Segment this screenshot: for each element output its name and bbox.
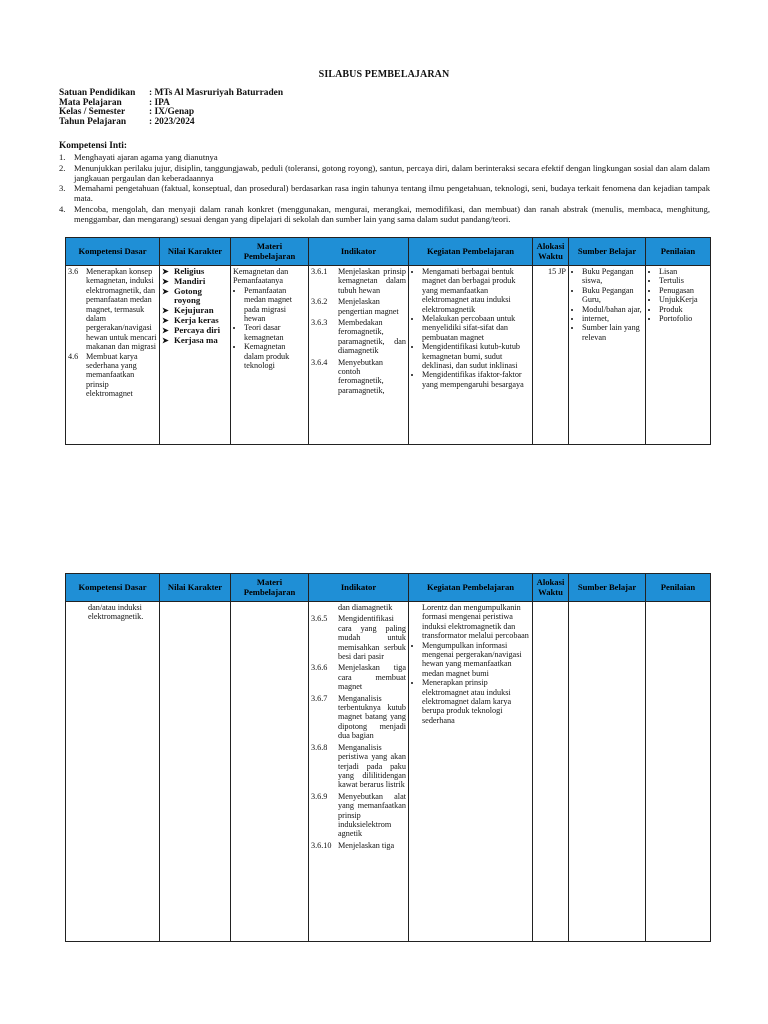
cell-penilaian xyxy=(646,602,711,942)
table-header-row xyxy=(66,238,711,266)
kegiatan-intro: Lorentz dan mengumpulkanin formasi mengenai peristiwa induksi elektromagnetik dan transformator melalui percobaan xyxy=(422,603,529,641)
indikator-item: 3.6.10 Menjelaskan tiga xyxy=(311,840,395,850)
indikator-item: 3.6.1 Menjelaskan prinsip kemagnetan dalam tubuh hewan xyxy=(311,267,406,295)
arrow-icon: ➤ xyxy=(162,306,169,316)
ki-item: 3. Memahami pengetahuan (faktual, konseptual, dan prosedural) berdasarkan rasa ingin tahunya tentang ilmu pengetahuan, teknologi, seni, budaya terkait fenomena dan kejadian tampak mata. xyxy=(59,183,710,203)
list-item: • Melakukan percobaan untuk menyelidiki sifat-sifat dan pembuatan magnet xyxy=(422,314,530,342)
cell-penilaian xyxy=(646,266,711,445)
kd-item: 4.6 Membuat karya sederhana yang memanfaatkan prinsip elektromagnet xyxy=(68,351,138,399)
identity-row-school: Satuan Pendidikan : MTs Al Masruriyah Baturraden xyxy=(59,88,284,98)
header-nilai-karakter: Nilai Karakter xyxy=(160,238,231,266)
cell-indikator xyxy=(309,602,409,942)
nilai-item: ➤ Kerjasa ma xyxy=(162,334,218,345)
list-item: • Teori dasar kemagnetan xyxy=(244,323,306,342)
header-indikator: Indikator xyxy=(309,238,409,266)
header-sumber-belajar: Sumber Belajar xyxy=(569,574,646,602)
identity-block xyxy=(59,89,283,127)
syllabus-table-2 xyxy=(65,573,711,942)
kegiatan-list xyxy=(411,267,530,389)
header-kompetensi-dasar: Kompetensi Dasar xyxy=(66,574,160,602)
cell-kompetensi-dasar xyxy=(66,266,160,445)
list-item: • internet, xyxy=(582,314,643,323)
list-item: • Tertulis xyxy=(659,276,708,285)
nilai-item: ➤ Religius xyxy=(162,266,205,276)
list-item: • Mengamati berbagai bentuk magnet dan berbagai produk yang memanfaatkan elektromagnet atau induksi elektromagnetik xyxy=(422,267,530,314)
indikator-item: 3.6.6 Menjelaskan tiga cara membuat magnet xyxy=(311,663,406,692)
kd-item: 3.6 Menerapkan konsep kemagnetan, induksi elektromagnetik, dan pemanfaatan medan magnet, termasuk dalam pergerakan/navigasi hewan untuk mencari makanan dan migrasi xyxy=(68,267,157,352)
list-item: • Penugasan xyxy=(659,286,708,295)
indikator-item: 3.6.5 Mengidentifikasi cara yang paling mudah untuk memisahkan serbuk besi dari pasir xyxy=(311,614,406,662)
list-item: • Buku Pegangan Guru, xyxy=(582,286,643,305)
header-penilaian: Penilaian xyxy=(646,574,711,602)
cell-materi xyxy=(231,602,309,942)
arrow-icon: ➤ xyxy=(162,315,169,325)
kompetensi-inti-heading: Kompetensi Inti: xyxy=(59,141,127,151)
table-header-row xyxy=(66,574,711,602)
indikator-item: 3.6.8 Menganalisis peristiwa yang akan terjadi pada paku yang dililitidengan kawat berarus listrik xyxy=(311,742,406,790)
syllabus-table-1 xyxy=(65,237,711,445)
cell-sumber-belajar xyxy=(569,602,646,942)
header-sumber-belajar: Sumber Belajar xyxy=(569,238,646,266)
arrow-icon: ➤ xyxy=(162,325,169,335)
cell-kompetensi-dasar: dan/atau induksi elektromagnetik. xyxy=(66,602,160,942)
materi-list xyxy=(233,286,306,371)
cell-materi xyxy=(231,266,309,445)
cell-kegiatan xyxy=(409,266,533,445)
header-alokasi-waktu: Alokasi Waktu xyxy=(533,238,569,266)
list-item: • Menerapkan prinsip elektromagnet atau induksi elektromagnet dalam karya berupa produk teknologi sederhana xyxy=(422,678,530,725)
ki-item: 4. Mencoba, mengolah, dan menyaji dalam ranah konkret (menggunakan, mengurai, merangkai, memodifikasi, dan membuat) dan ranah abstrak (menulis, membaca, menghitung, menggambar, dan mengarang) sesuai dengan yang dipelajari di sekolah dan sumber lain yang sama dalam sudut pandang/teori. xyxy=(59,203,710,224)
indikator-item: 3.6.2 Menjelaskan pengertian magnet xyxy=(311,297,399,316)
list-item: • Mengidentifikasi kutub-kutub kemagnetan bumi, sudut deklinasi, dan sudut inklinasi xyxy=(422,342,530,370)
cell-indikator xyxy=(309,266,409,445)
list-item: • Mengidentifikas ifaktor-faktor yang mempengaruhi besargaya xyxy=(422,370,530,389)
cell-alokasi-waktu xyxy=(533,602,569,942)
table-row xyxy=(66,266,711,445)
list-item: • Pemanfaatan medan magnet pada migrasi hewan xyxy=(244,286,306,324)
list-item: • Produk xyxy=(659,305,708,314)
cell-sumber-belajar xyxy=(569,266,646,445)
materi-intro: Kemagnetan dan Pemanfaatanya xyxy=(233,267,289,286)
table-row xyxy=(66,602,711,942)
list-item: • Mengumpulkan informasi mengenai pergerakan/navigasi hewan yang memanfaatkan medan magnet bumi xyxy=(422,641,530,679)
indikator-item: 3.6.9 Menyebutkan alat yang memanfaatkan prinsip induksielektrom agnetik xyxy=(311,791,406,839)
penilaian-list xyxy=(648,267,708,323)
header-kegiatan-pembelajaran: Kegiatan Pembelajaran xyxy=(409,238,533,266)
nilai-item: ➤ Kejujuran xyxy=(162,305,214,316)
identity-row-year: Tahun Pelajaran : 2023/2024 xyxy=(59,116,195,127)
document-title: SILABUS PEMBELAJARAN xyxy=(318,69,450,80)
arrow-icon: ➤ xyxy=(162,276,169,286)
header-kegiatan-pembelajaran: Kegiatan Pembelajaran xyxy=(409,574,533,602)
ki-item: 1. Menghayati ajaran agama yang dianutnya xyxy=(59,152,218,162)
kegiatan-list xyxy=(411,641,530,726)
list-item: • Modul/bahan ajar, xyxy=(582,305,643,314)
ki-item: 2. Menunjukkan perilaku jujur, disiplin, tanggungjawab, peduli (toleransi, gotong royong), santun, percaya diri, dalam berinteraksi secara efektif dengan lingkungan sosial dan alam dalam jangkauan pergaulan dan keberadaannya xyxy=(59,162,710,183)
sumber-list xyxy=(571,267,643,342)
header-kompetensi-dasar: Kompetensi Dasar xyxy=(66,238,160,266)
cell-nilai-karakter xyxy=(160,266,231,445)
identity-row-class: Kelas / Semester : IX/Genap xyxy=(59,107,195,117)
identity-row-subject: Mata Pelajaran : IPA xyxy=(59,97,170,108)
list-item: • Portofolio xyxy=(659,314,708,323)
nilai-item: ➤ Mandiri xyxy=(162,275,206,286)
cell-alokasi-waktu: 15 JP xyxy=(533,266,569,445)
cell-kegiatan xyxy=(409,602,533,942)
arrow-icon: ➤ xyxy=(162,335,169,345)
indikator-item: 3.6.7 Menganalisis terbentuknya kutub magnet batang yang dipotong menjadi dua bagian xyxy=(311,693,406,741)
indikator-item: 3.6.3 Membedakan feromagnetik, paramagnetik, dan diamagnetik xyxy=(311,318,406,356)
nilai-item: ➤ Gotong royong xyxy=(162,285,202,306)
list-item: • Buku Pegangan siswa, xyxy=(582,267,643,286)
header-materi-pembelajaran: Materi Pembelajaran xyxy=(231,238,309,266)
nilai-item: ➤ Percaya diri xyxy=(162,324,221,335)
list-item: • Lisan xyxy=(659,267,708,276)
cell-nilai-karakter xyxy=(160,602,231,942)
indikator-intro: dan diamagnetik xyxy=(338,603,393,612)
header-materi-pembelajaran: Materi Pembelajaran xyxy=(231,574,309,602)
nilai-item: ➤ Kerja keras xyxy=(162,314,219,325)
header-nilai-karakter: Nilai Karakter xyxy=(160,574,231,602)
kompetensi-inti-list xyxy=(59,152,710,224)
indikator-item: 3.6.4 Menyebutkan contoh feromagnetik, paramagnetik, xyxy=(311,357,385,395)
arrow-icon: ➤ xyxy=(162,286,169,296)
list-item: • Sumber lain yang relevan xyxy=(582,323,643,342)
header-penilaian: Penilaian xyxy=(646,238,711,266)
header-indikator: Indikator xyxy=(309,574,409,602)
list-item: • Kemagnetan dalam produk teknologi xyxy=(244,342,306,370)
list-item: • UnjukKerja xyxy=(659,295,708,304)
header-alokasi-waktu: Alokasi Waktu xyxy=(533,574,569,602)
arrow-icon: ➤ xyxy=(162,267,169,276)
